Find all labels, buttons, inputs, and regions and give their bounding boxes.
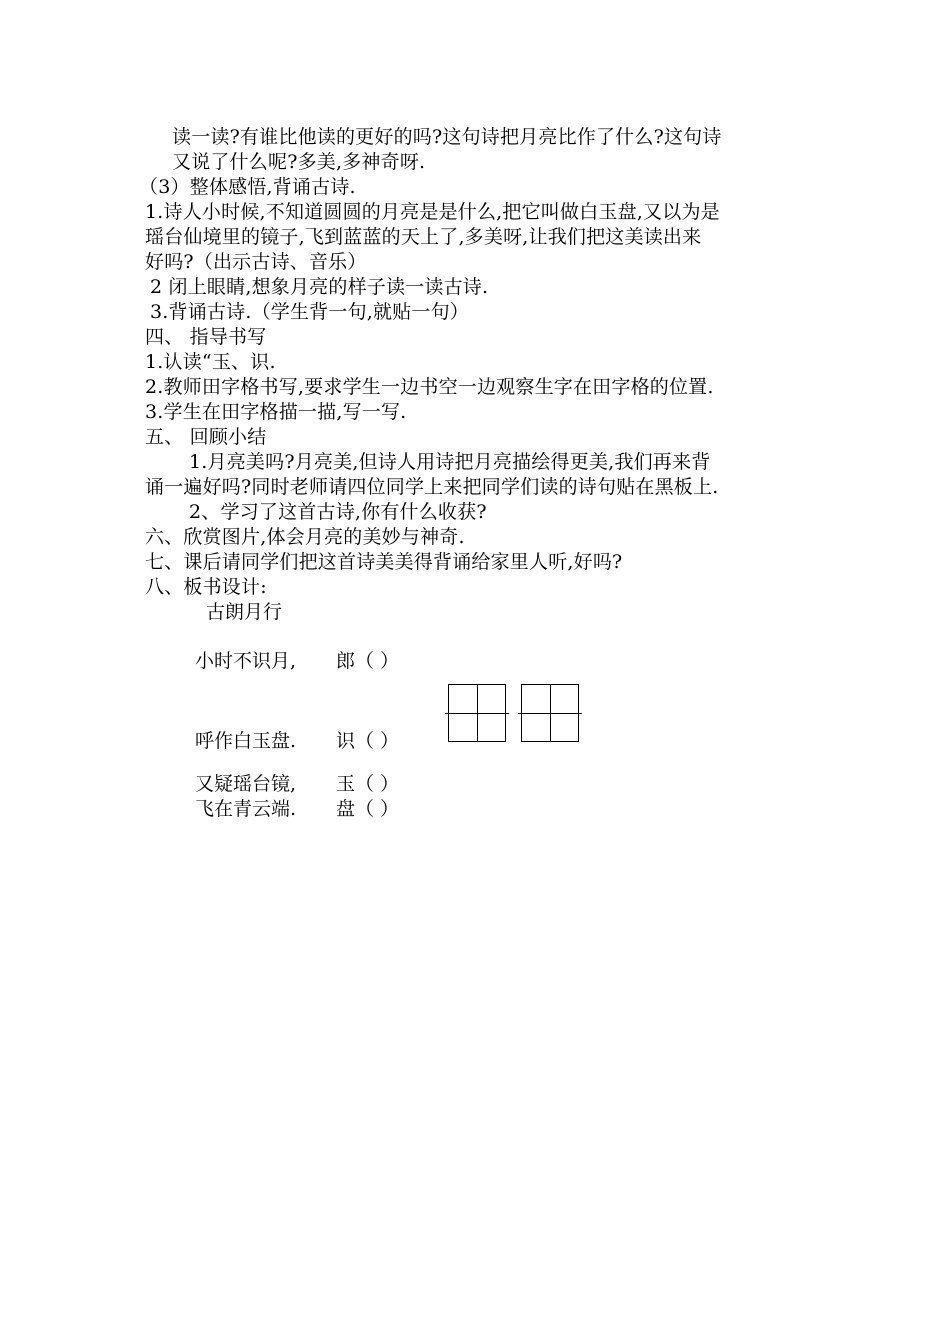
text-line-8: 3.背诵古诗.（学生背一句,就贴一句） [150,301,470,323]
text-line-2: 又说了什么呢?多美,多神奇呀. [172,151,426,173]
text-line-6: 好吗?（出示古诗、音乐） [145,251,367,273]
section-heading-4: 四、 指导书写 [145,326,267,348]
char-blank-3: 玉（ ） [336,773,400,795]
text-line-7: 2 闭上眼睛,想象月亮的样子读一读古诗. [150,276,489,298]
text-line-14: 1.月亮美吗?月亮美,但诗人用诗把月亮描绘得更美,我们再来背 [189,451,711,473]
char-blank-4: 盘（ ） [336,798,400,820]
text-line-5: 瑶台仙境里的镜子,飞到蓝蓝的天上了,多美呀,让我们把这美读出来 [145,226,702,248]
tian-grid-box-2 [521,684,579,742]
text-line-1: 读一读?有谁比他读的更好的吗?这句诗把月亮比作了什么?这句诗 [172,126,722,148]
text-line-16: 2、学习了这首古诗,你有什么收获? [189,501,487,523]
text-line-15: 诵一遍好吗?同时老师请四位同学上来把同学们读的诗句贴在黑板上. [145,476,719,498]
char-blank-2: 识（ ） [336,730,400,752]
text-line-12: 3.学生在田字格描一描,写一写. [145,401,407,423]
section-heading-8: 八、板书设计: [145,576,267,598]
tian-grid-box-1 [448,684,506,742]
section-heading-5: 五、 回顾小结 [145,426,267,448]
poem-line-1: 小时不识月, [195,650,297,672]
poem-line-4: 飞在青云端. [195,798,297,820]
char-blank-1: 郎（ ） [336,650,400,672]
text-line-10: 1.认读“玉、识. [145,351,276,373]
board-title: 古朗月行 [206,601,283,623]
section-heading-7: 七、课后请同学们把这首诗美美得背诵给家里人听,好吗? [145,551,623,573]
poem-line-2: 呼作白玉盘. [195,730,297,752]
text-line-4: 1.诗人小时候,不知道圆圆的月亮是是什么,把它叫做白玉盘,又以为是 [145,201,720,223]
section-heading-3: （3）整体感悟,背诵古诗. [139,176,356,198]
text-line-11: 2.教师田字格书写,要求学生一边书空一边观察生字在田字格的位置. [145,376,714,398]
poem-line-3: 又疑瑶台镜, [195,773,297,795]
section-heading-6: 六、欣赏图片,体会月亮的美妙与神奇. [145,526,465,548]
